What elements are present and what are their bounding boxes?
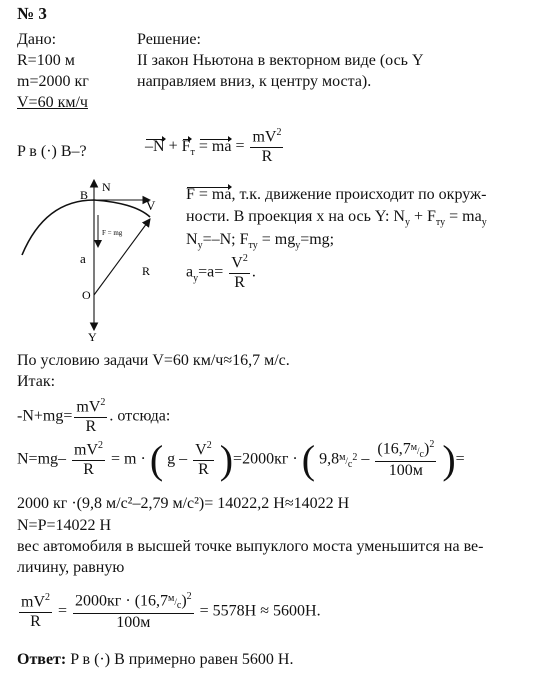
equation-3: $\frac{mV^2}{R}$ = $\frac{2000кг \cdot (16,7^м/_с)^2}{100м}$ = 5578Н ≈ 5600Н. (21, 591, 321, 631)
vector-F-term: F (181, 137, 191, 155)
bridge-arc (22, 200, 150, 255)
label-F-mg: F = mg (102, 229, 123, 237)
weight-line-1: вес автомобиля в высшей точке выпуклого моста уменьшится на ве- (17, 538, 484, 555)
given-radius: R=100 м (17, 52, 75, 69)
answer-label: Ответ: (17, 651, 67, 668)
answer-text: P в (·) В примерно равен 5600 Н. (66, 651, 294, 668)
solution-header: Решение: (137, 31, 201, 48)
vector-N-term: –N (145, 137, 165, 155)
np-line: N=P=14022 Н (17, 517, 112, 534)
equation-2: N=mg– $\frac{mV^2}{R}$ = m · ( g – $\frac{V^2}{R}$ )=2000кг · ( $9,8^м/_с^2$ – $\frac{(16,7^м/_с)^2}{100м}$ )= (17, 437, 465, 482)
problem-number: № 3 (17, 4, 47, 23)
label-N: N (102, 180, 111, 194)
label-R: R (142, 264, 151, 278)
vector-ma-term: = ma (198, 137, 232, 155)
label-a: a (80, 251, 86, 266)
bridge-force-diagram (10, 175, 185, 345)
explain-line-1: F = ma, т.к. движение происходит по окруж- (186, 186, 487, 203)
find-quantity: P в (·) В–? (17, 143, 87, 160)
solution-line-2: направляем вниз, к центру моста). (137, 73, 372, 90)
newton-fraction: $\frac{mV^2}{R}$ (252, 127, 282, 166)
newton-equation: $-N + F_т$ = ma = $\frac{mV^2}{R}$ (145, 127, 282, 166)
label-O: O (82, 288, 91, 302)
explain-line-4: $a_y=a=$ $\frac{V^2}{R}$ . (186, 253, 256, 292)
label-B: B (80, 188, 89, 202)
answer-line (17, 652, 293, 669)
equation-1: -N+mg= $\frac{mV^2}{R}$ . отсюда: (17, 397, 171, 436)
weight-line-2: личину, равную (17, 559, 125, 576)
calc-line: 2000 кг ·(9,8 м/с²–2,79 м/с²)= 14022,2 Н≈14022 Н (17, 495, 350, 512)
explain-line-3: $N_y=-N$; $F_{ту} = mg_y=mg$; (186, 231, 335, 252)
condition-line: По условию задачи V=60 км/ч≈16,7 м/с. (17, 352, 290, 369)
given-mass: m=2000 кг (17, 73, 89, 90)
given-header: Дано: (17, 31, 57, 48)
label-Y: Y (88, 330, 97, 344)
given-velocity: V=60 км/ч (17, 94, 88, 111)
itak-line: Итак: (17, 373, 56, 390)
explain-line-2: ности. В проекция х на ось Y: $N_y + F_{ту} = ma_y$ (186, 208, 487, 229)
solution-line-1: II закон Ньютона в векторном виде (ось Y (137, 52, 424, 69)
label-V: V (146, 198, 156, 213)
